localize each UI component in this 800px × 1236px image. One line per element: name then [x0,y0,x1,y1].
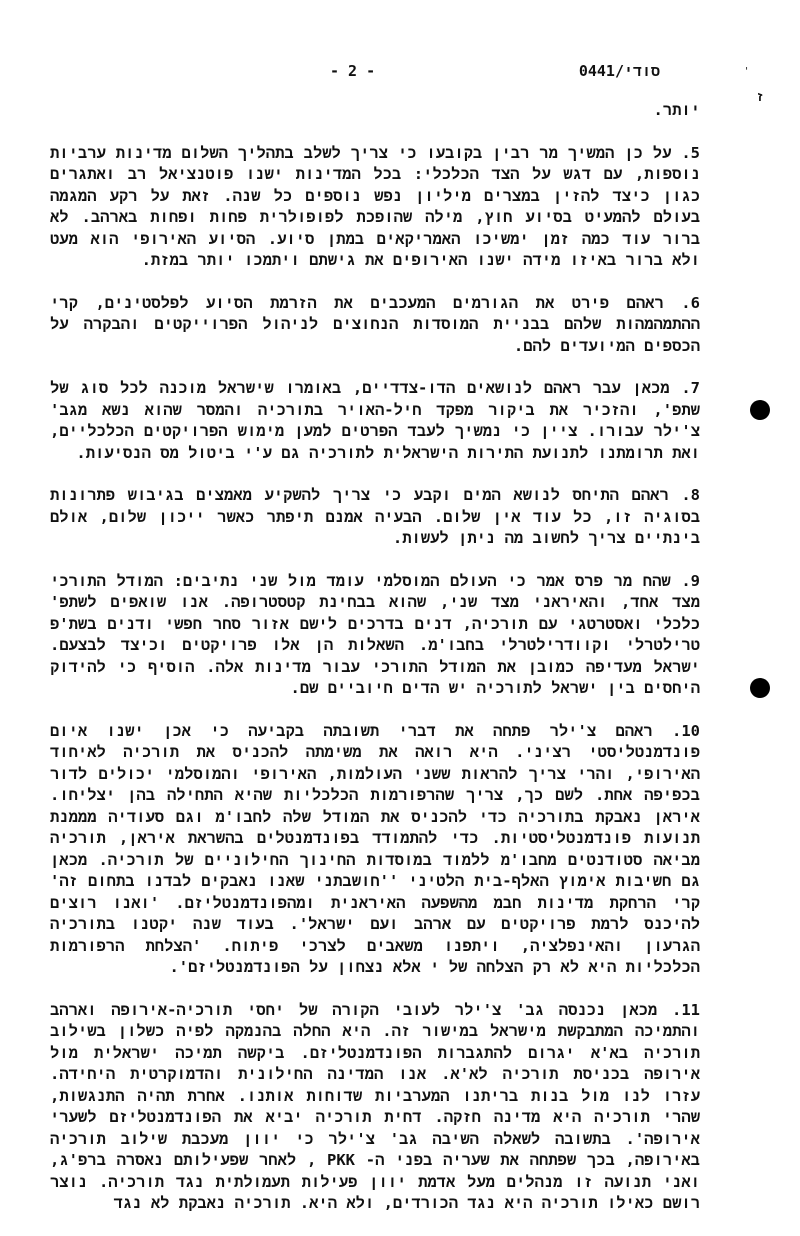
handwritten-corner-mark: ז [756,90,764,105]
paragraph-continuation: יותר. [653,101,700,119]
punch-hole-upper [750,400,770,420]
corner-tick-mark: ' [745,66,748,77]
page-header [80,62,660,86]
paragraph-10: 10. ראהם צ'ילר פתחה את דברי תשובתה בקביעה כי אכן ישנו איום פונדמנטליסטי רציני. היא רואה את משימתה להכניס את תורכיה לאיחוד האירופי, והרי צריך להראות ששני העולמות, האירופי והמוסלמי יכולים לדור בכפיפה אחת. לשם כך, צריך שהרפורמות הכלכליות שהיא התחילה בהן יצליחו. איראן נאבקת בתורכיה כדי להכניס את המודל שלה לחבו'מ וגם סעודיה מממנת תנועות פונדמנטליסטיות. כדי להתמודד בפונדמנטלים בהשראת איראן, תורכיה מביאה סטודנטים מחבו'מ ללמוד במוסדות החינוך החילוניים של תורכיה. מכאן גם חשיבות אימוץ האלף-בית הלטיני ''חושבתני שאנו נאבקים לבדנו בתחום זה' קרי הרחקת מדינות חבמ מהשפעה האיראנית ומהפונדמנטליזם. 'ואנו רוצים להיכנס לרמת פרויקטים עם ארהב ועם ישראל'. בעוד שנה יקטנו בתורכיה הגרעון והאינפלציה, ויתפנו משאבים לצרכי פיתוח. 'הצלחת הרפורמות הכלכליות היא לא רק הצלחה של י אלא נצחון על הפונדמנטליזם'. [50,721,700,976]
paragraph-7: 7. מכאן עבר ראהם לנושאים הדו-צדדיים, באומרו שישראל מוכנה לכל סוג של שתפ', והזכיר את ביקור מפקד חיל-האויר בתורכיה והמסר שהוא נשא מגב' צ'ילר עבורו. ציין כי נמשיך לעבד הפרטים למען מימוש הפרויקטים הכלכליים, ואת תרומתנו לתנועת התירות הישראלית לתורכיה גם ע'י ביטול מס הנסיעות. [50,379,700,462]
paragraph-11: 11. מכאן נכנסה גב' צ'ילר לעובי הקורה של יחסי תורכיה-אירופה וארהב והתמיכה המתבקשת מישראל במישור זה. היא החלה בהנמקה לפיה כשלון בשילוב תורכיה בא'א יגרום להתגברות הפונדמנטליזם. ביקשה תמיכה ישראלית מול אירופה בכניסת תורכיה לא'א. אנו המדינה החילונית והדמוקרטית היחידה. עזרו לנו מול בנות בריתנו המערביות שדוחות אותנו. אחרת תהיה התנגשות, שהרי תורכיה היא מדינה חזקה. דחית תורכיה יביא את הפונדמנטליזם לשערי אירופה'. בתשובה לשאלה השיבה גב' צ'ילר כי יוון מעכבת שילוב תורכיה באירופה, בכך שפתחה את שעריה בפני ה- PKK , לאחר שפעילותם נאסרה ברפ'ג, ואני תנועה זו מנהלים מעל אדמת יוון פעילות תעמולתית נגד תורכיה. נוצר רושם כאילו תורכיה היא נגד הכורדים, ולא היא. תורכיה נאבקת לא נגד [50,1000,700,1212]
document-body [50,100,700,1236]
page-number: - 2 - [330,62,376,80]
punch-hole-lower [750,678,770,698]
paragraph-5: 5. על כן המשיך מר רבין בקובעו כי צריך לשלב בתהליך השלום מדינות ערביות נוספות, עם דגש על הצד הכלכלי: בכל המדינות ישנו פוטנציאל רב ואתגרים כגון כיצד להזין במצרים מיליון נפש נוספים כל שנה. זאת על רקע המגמה בעולם להמעיט בסיוע חוץ, מילה שהופכת לפופולרית פחות ופחות בארהב. לא ברור עוד כמה זמן ימשיכו האמריקאים במתן סיוע. הסיוע האירופי הוא מעט ולא ברור באיזו מידה ישנו האירופים את גישתם ויתמכו יותר במזת. [50,143,700,269]
paragraph-6: 6. ראהם פירט את הגורמים המעכבים את הזרמת הסיוע לפלסטינים, קרי ההתמהמהות שלהם בבניית המוסדות הנחוצים לניהול הפרוייקטים והבקרה על הכספים המיועדים להם. [50,293,700,355]
paragraph-9: 9. שהח מר פרס אמר כי העולם המוסלמי עומד מול שני נתיבים: המודל התורכי מצד אחד, והאיראני מצד שני, שהוא בבחינת קטסטרופה. אנו שואפים לשתפ' כלכלי ואסטרטגי עם תורכיה, דנים בדרכים לישם אזור סחר חפשי ודנים בשת'פ טרילטרלי וקוודרילטרלי בחבו'מ. השאלות הן אלו פרויקטים וכיצד לבצעם. ישראל מעדיפה כמובן את המודל התורכי עבור מדינות אלה. הוסיף כי להידוק היחסים בין ישראל לתורכיה יש הדים חיוביים שם. [50,571,700,697]
document-classification-id: סודי/0441 [578,62,660,80]
paragraph-8: 8. ראהם התיחס לנושא המים וקבע כי צריך להשקיע מאמצים בגיבוש פתרונות בסוגיה זו, כל עוד אין שלום. הבעיה אמנם תיפתר כאשר ייכון שלום, אולם בינתיים צריך לחשוב מה ניתן לעשות. [50,486,700,547]
